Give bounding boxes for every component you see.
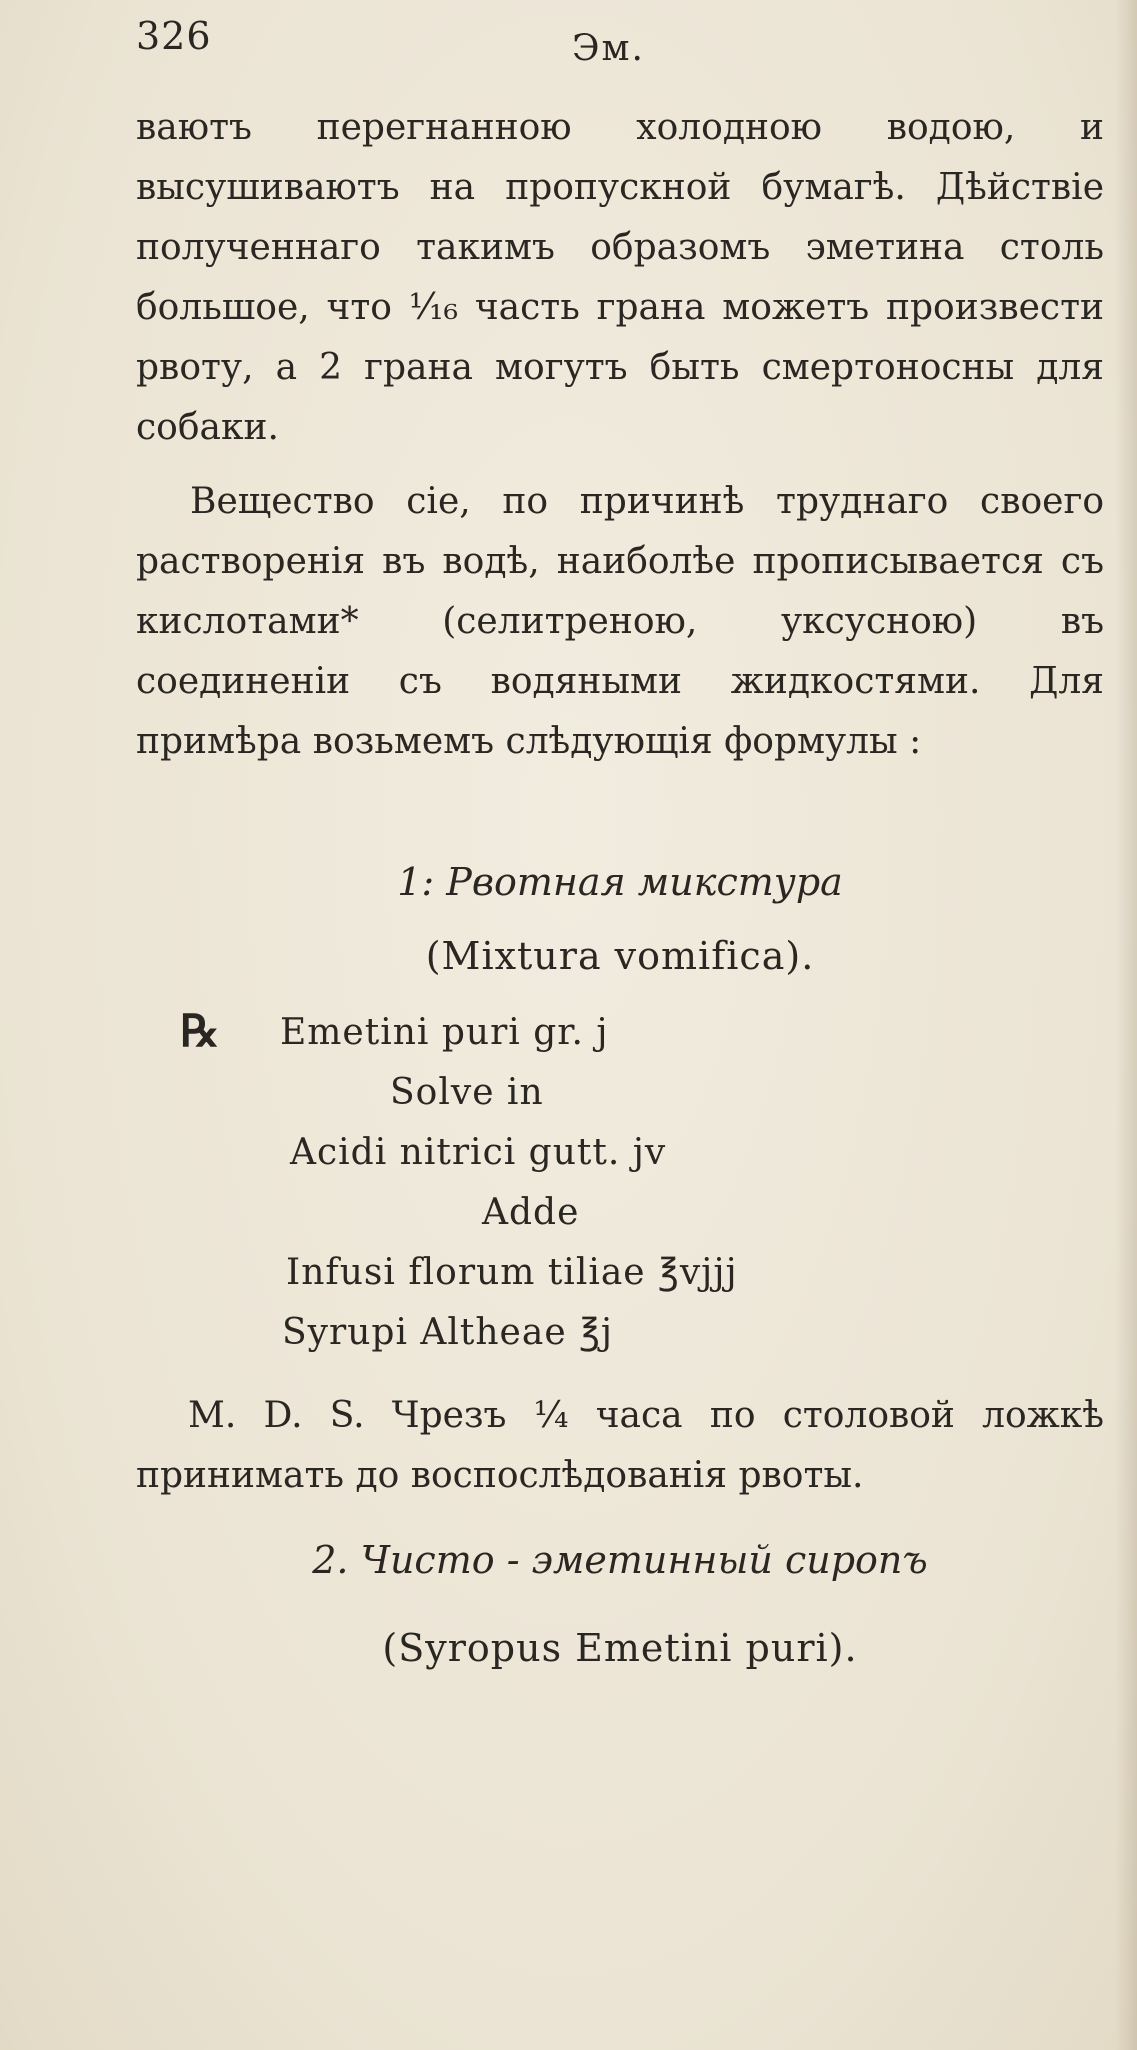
formula-1-latin-name: (Mixtura vomifica). [425,934,815,978]
prescription-line: Acidi nitrici gutt. jv [290,1132,667,1173]
running-title: Эм. [572,28,645,69]
formula-1-title: 1: Рвотная микстура [397,860,843,904]
prescription-line: Emetini puri gr. j [280,1012,609,1053]
formula-2-latin-name: (Syropus Emetini puri). [382,1626,858,1670]
page-spine-shadow [1115,0,1137,2050]
prescription-line: Adde [482,1192,580,1233]
paragraph-dosage-instructions: M. D. S. Чрезъ ¼ часа по столовой ложкѣ принимать до воспослѣдованія рвоты. [136,1395,1104,1496]
prescription-line: Infusi florum tiliae ℥vjjj [286,1252,738,1293]
paragraph-emetine-properties: ваютъ перегнанною холодною водою, и высушиваютъ на пропускной бумагѣ. Дѣйствіе полученнаго такимъ образомъ эметина столь большое, что ¹⁄₁₆ часть грана можетъ произвести рвоту, а 2 грана могутъ быть смертоносны для собаки. [136,107,1104,448]
recipe-icon: ℞ [180,1006,220,1057]
running-head [136,14,1096,74]
formula-2-title: 2. Чисто - эметинный сиропъ [312,1538,928,1582]
prescription-line: Syrupi Altheae ℥j [282,1312,614,1353]
page-number: 326 [136,14,212,58]
paragraph-dissolution: Вещество сіе, по причинѣ труднаго своего растворенія въ водѣ, наиболѣе прописывается съ кислотами* (селитреною, уксусною) въ соединеніи съ водяными жидкостями. Для примѣра возьмемъ слѣдующія формулы : [136,481,1104,762]
prescription-line: Solve in [390,1072,544,1113]
